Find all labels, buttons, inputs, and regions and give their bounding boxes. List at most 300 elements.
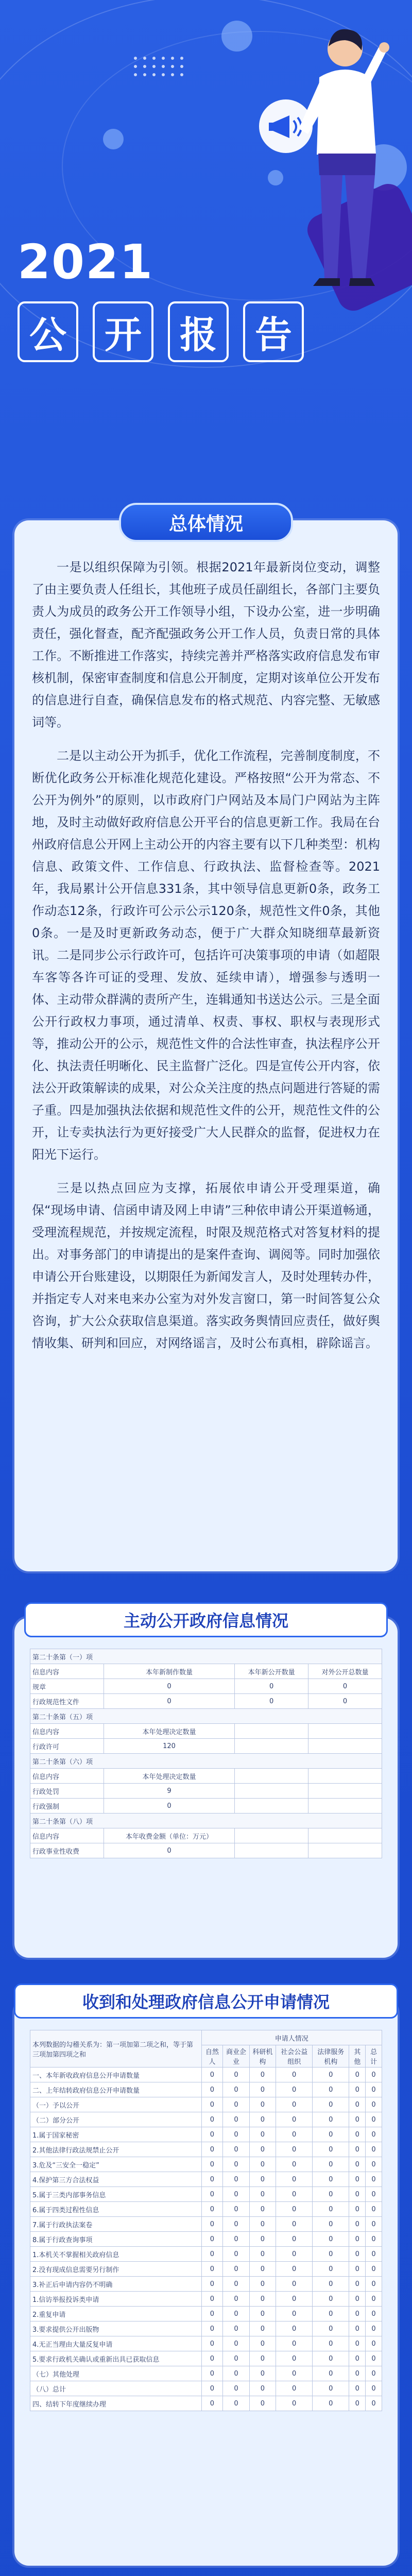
table-cell: 0 <box>223 2262 249 2277</box>
table-row <box>30 2321 382 2336</box>
table-cell: 本年新制作数量 <box>104 1664 234 1679</box>
table-cell: 0 <box>308 1679 382 1694</box>
table-cell: 本年新公开数量 <box>235 1664 308 1679</box>
table-row <box>30 1709 382 1724</box>
table-row <box>30 2366 382 2381</box>
table-cell: 0 <box>366 2112 382 2127</box>
table-cell: 1.属于国家秘密 <box>30 2127 202 2142</box>
table-row <box>30 1679 382 1694</box>
table-cell: 1.本机关不掌握相关政府信息 <box>30 2247 202 2262</box>
table-cell: 0 <box>235 1694 308 1709</box>
table-cell: 0 <box>223 2202 249 2217</box>
table-cell: 0 <box>276 2292 313 2307</box>
table-cell: 0 <box>366 2097 382 2112</box>
table-cell: 0 <box>223 2232 249 2247</box>
table-cell: 0 <box>313 2292 349 2307</box>
table-cell: 0 <box>349 2232 366 2247</box>
table-cell: 0 <box>366 2321 382 2336</box>
table-cell: 0 <box>349 2262 366 2277</box>
table-cell: 0 <box>313 2172 349 2187</box>
table-cell: 5.要求行政机关确认或重新出具已获取信息 <box>30 2351 202 2366</box>
table-cell: 0 <box>366 2307 382 2321</box>
table-cell: 0 <box>366 2172 382 2187</box>
table-cell <box>308 1784 382 1799</box>
table-cell: 4.保护第三方合法权益 <box>30 2172 202 2187</box>
table-cell: 0 <box>366 2381 382 2396</box>
table-cell: 0 <box>313 2307 349 2321</box>
table-cell: 0 <box>276 2351 313 2366</box>
table-cell <box>308 1769 382 1784</box>
table-cell: 9 <box>104 1784 234 1799</box>
table-cell: 0 <box>223 2112 249 2127</box>
table-cell: 0 <box>366 2336 382 2351</box>
table-cell: 0 <box>201 2351 223 2366</box>
table-cell: 0 <box>249 2247 276 2262</box>
table-cell: 0 <box>249 2336 276 2351</box>
table-cell: 3.要求提供公开出版物 <box>30 2321 202 2336</box>
table-cell: 0 <box>366 2262 382 2277</box>
table-cell: 0 <box>349 2202 366 2217</box>
table-header-cell: 其他 <box>349 2045 366 2067</box>
table-cell <box>308 1724 382 1739</box>
table-cell: （八）总计 <box>30 2381 202 2396</box>
table-cell: 0 <box>223 2142 249 2157</box>
hero-banner <box>0 0 412 505</box>
overview-body <box>32 556 380 1366</box>
table-row <box>30 1843 382 1858</box>
table-cell: 本年收费金额（单位：万元） <box>104 1828 234 1843</box>
table-cell: 0 <box>249 2292 276 2307</box>
table-cell: （二）部分公开 <box>30 2112 202 2127</box>
table-cell: 0 <box>249 2082 276 2097</box>
table-cell: 行政强制 <box>30 1799 104 1814</box>
table-cell: 0 <box>249 2067 276 2082</box>
table-cell: 0 <box>366 2187 382 2202</box>
table-cell: 0 <box>201 2232 223 2247</box>
table-cell: 0 <box>276 2396 313 2411</box>
table-cell: 7.属于行政执法案卷 <box>30 2217 202 2232</box>
table-cell: 0 <box>201 2336 223 2351</box>
table-cell: 行政规范性文件 <box>30 1694 104 1709</box>
table-cell: 0 <box>223 2396 249 2411</box>
title-char: 告 <box>243 301 304 362</box>
table-cell: 0 <box>276 2366 313 2381</box>
overview-section <box>14 513 398 1571</box>
table-cell: 0 <box>249 2097 276 2112</box>
table-header-cell: 社会公益组织 <box>276 2045 313 2067</box>
table-cell: 0 <box>235 1679 308 1694</box>
table-cell: 0 <box>201 2217 223 2232</box>
person-illustration <box>288 21 391 289</box>
table-cell: 0 <box>349 2157 366 2172</box>
table-cell: 0 <box>313 2202 349 2217</box>
table-cell: 0 <box>366 2067 382 2082</box>
table-cell: 0 <box>313 2262 349 2277</box>
decorative-bubble <box>221 21 252 52</box>
table-cell: 6.属于四类过程性信息 <box>30 2202 202 2217</box>
table-cell: 0 <box>349 2366 366 2381</box>
table-cell: 0 <box>349 2381 366 2396</box>
table-cell: 0 <box>313 2142 349 2157</box>
table-cell <box>235 1799 308 1814</box>
table-header-row <box>30 2030 382 2045</box>
table-row <box>30 2381 382 2396</box>
table-cell: 0 <box>249 2112 276 2127</box>
table-cell: （七）其他处理 <box>30 2366 202 2381</box>
table-cell: 0 <box>313 2351 349 2366</box>
table-cell: 0 <box>349 2142 366 2157</box>
overview-paragraph: 二是以主动公开为抓手，优化工作流程，完善制度制度，不断优化政务公开标准化规范化建设。严格按照“公开为常态、不公开为例外”的原则，以市政府门户网站及本局门户网站为主阵地，及时主动做好政府信息公开平台的信息更新工作。我局在台州政府信息公开网上主动公开的内容主要有以下几种类型：机构信息、政策文件、工作信息、行政执法、监督检查等。2021年，我局累计公开信息331条，其中领导信息更新0条，政务工作动态12条，行政许可公示公示120条，规范性文件0条，其他0条。一是及时更新政务动态，便于广大群众知晓细草最新资讯。二是同步公示行政许可，包括许可决策事项的申请（如超限车客等各许可证的受理、发放、延续申请），增强参与透明一体、主动带众群满的责所产生，连辑通知书送达公示。三是全面公开行政权力事项，通过清单、权责、事权、职权与表现形式等，推动公开的公示，规范性文件的合法性审查，执法程序公开化、执法责任明晰化、民主监督广泛化。四是宣传公开内容，依法公开政策解读的成果，对公众关注度的热点问题进行答疑的需子重。四是加强执法依据和规范性文件的公开，规范性文件的公开，让专卖执法行为更好接受广大人民群众的监督，促进权力在阳光下运行。 <box>32 749 380 1162</box>
table-cell: 0 <box>366 2396 382 2411</box>
table-cell: 信息内容 <box>30 1724 104 1739</box>
table-cell <box>235 1724 308 1739</box>
table-row <box>30 2157 382 2172</box>
report-year: 2021 <box>18 234 154 290</box>
table-section-cell: 第二十条第（五）项 <box>30 1709 382 1724</box>
table-cell: 0 <box>249 2307 276 2321</box>
table-cell: 0 <box>276 2262 313 2277</box>
table-section-cell: 第二十条第（一）项 <box>30 1649 382 1664</box>
table-row <box>30 2112 382 2127</box>
table-cell: 0 <box>276 2127 313 2142</box>
table-header-cell: 科研机构 <box>249 2045 276 2067</box>
table-cell: 对外公开总数量 <box>308 1664 382 1679</box>
table-cell: 0 <box>349 2172 366 2187</box>
table-cell <box>235 1784 308 1799</box>
table-cell: 0 <box>366 2217 382 2232</box>
table-cell: 0 <box>223 2082 249 2097</box>
table-cell: 0 <box>276 2097 313 2112</box>
table-cell: 0 <box>249 2172 276 2187</box>
table-cell: 0 <box>366 2247 382 2262</box>
section-title: 收到和处理政府信息公开申请情况 <box>14 1984 398 2019</box>
table-cell: 0 <box>104 1694 234 1709</box>
table-cell: 0 <box>201 2321 223 2336</box>
table-row <box>30 2396 382 2411</box>
table-cell: 0 <box>249 2187 276 2202</box>
table-row <box>30 2187 382 2202</box>
table-cell: 0 <box>249 2217 276 2232</box>
table-cell: 行政许可 <box>30 1739 104 1754</box>
table-cell: 0 <box>201 2082 223 2097</box>
table-row <box>30 2217 382 2232</box>
table-cell: 3.补正后申请内容仍不明确 <box>30 2277 202 2292</box>
table-cell: 5.属于三类内部事务信息 <box>30 2187 202 2202</box>
table-row <box>30 2277 382 2292</box>
table-cell <box>235 1828 308 1843</box>
table-cell: 0 <box>223 2321 249 2336</box>
table-cell: 0 <box>349 2112 366 2127</box>
table-cell: 0 <box>223 2292 249 2307</box>
table-cell: 0 <box>313 2067 349 2082</box>
table-cell: 一、本年新收政府信息公开申请数量 <box>30 2067 202 2082</box>
table-cell: 0 <box>223 2336 249 2351</box>
table-cell: 0 <box>349 2187 366 2202</box>
title-char: 公 <box>18 301 78 362</box>
table-cell: 2.重复申请 <box>30 2307 202 2321</box>
requests-table <box>30 2030 382 2411</box>
table-row <box>30 2127 382 2142</box>
table-cell: 0 <box>201 2262 223 2277</box>
table-cell: 0 <box>313 2187 349 2202</box>
table-row <box>30 1784 382 1799</box>
table-cell: 0 <box>276 2217 313 2232</box>
table-cell: 0 <box>223 2381 249 2396</box>
table-section-cell: 第二十条第（六）项 <box>30 1754 382 1769</box>
table-cell: 8.属于行政查询事项 <box>30 2232 202 2247</box>
table-row <box>30 1754 382 1769</box>
table-cell: 0 <box>276 2247 313 2262</box>
table-cell: 0 <box>276 2067 313 2082</box>
table-cell: 0 <box>223 2157 249 2172</box>
table-row <box>30 2247 382 2262</box>
table-row <box>30 2142 382 2157</box>
table-cell: 0 <box>349 2292 366 2307</box>
requests-table-wrap <box>30 2030 382 2411</box>
table-cell: 0 <box>349 2396 366 2411</box>
table-cell: 0 <box>201 2172 223 2187</box>
table-cell: 0 <box>276 2082 313 2097</box>
table-cell: 0 <box>349 2351 366 2366</box>
table-header-cell: 本列数据的勾稽关系为：第一项加第二项之和，等于第三项加第四项之和 <box>30 2030 202 2067</box>
table-cell: 0 <box>201 2396 223 2411</box>
table-cell: 0 <box>201 2142 223 2157</box>
table-row <box>30 1828 382 1843</box>
table-cell: 0 <box>201 2187 223 2202</box>
table-cell: 0 <box>313 2277 349 2292</box>
table-cell: 0 <box>366 2277 382 2292</box>
table-cell: 0 <box>308 1694 382 1709</box>
section-title: 主动公开政府信息情况 <box>24 1602 388 1637</box>
table-cell: 0 <box>201 2157 223 2172</box>
table-cell: 0 <box>249 2277 276 2292</box>
active-disclosure-table <box>30 1649 382 1858</box>
table-row <box>30 1769 382 1784</box>
table-cell: 0 <box>104 1679 234 1694</box>
table-cell: 0 <box>223 2217 249 2232</box>
table-row <box>30 2307 382 2321</box>
decorative-dots <box>134 57 184 76</box>
table-cell: 0 <box>349 2082 366 2097</box>
decorative-bubble <box>103 129 124 149</box>
table-cell: 四、结转下年度继续办理 <box>30 2396 202 2411</box>
table-row <box>30 1799 382 1814</box>
table-row <box>30 2097 382 2112</box>
table-cell: 0 <box>366 2351 382 2366</box>
table-cell: 0 <box>249 2157 276 2172</box>
table-cell: 0 <box>276 2187 313 2202</box>
overview-paragraph: 三是以热点回应为支撑，拓展依申请公开受理渠道，确保“现场申请、信函申请及网上申请”三种依申请公开渠道畅通，受理流程规范，并按规定流程，时限及规范格式对答复材料的提出。对事务部门的申请提出的是案件查询、调阅等。同时加强依申请公开台账建设，以期限任为新闻发言人，及时处理转办件，并指定专人对来电来办公室为对外发言窗口，第一时间答复公众咨询，扩大公众获取信息渠道。落实政务舆情回应责任，做好舆情收集、研判和回应，对网络谣言，及时公布真相，辟除谣言。 <box>32 1181 380 1350</box>
table-cell: 0 <box>223 2172 249 2187</box>
table-cell <box>308 1843 382 1858</box>
table-cell: 0 <box>249 2351 276 2366</box>
table-cell: 0 <box>313 2157 349 2172</box>
table-cell: 0 <box>249 2396 276 2411</box>
table-cell: 0 <box>201 2097 223 2112</box>
table-cell: 0 <box>223 2277 249 2292</box>
table-cell: 0 <box>249 2366 276 2381</box>
table-row <box>30 2336 382 2351</box>
table-cell: 0 <box>313 2247 349 2262</box>
table-row <box>30 2067 382 2082</box>
table-cell: 本年处理决定数量 <box>104 1724 234 1739</box>
table-row <box>30 2292 382 2307</box>
table-cell: 0 <box>249 2127 276 2142</box>
table-cell: 0 <box>366 2366 382 2381</box>
table-cell: 0 <box>313 2232 349 2247</box>
table-cell: 0 <box>223 2307 249 2321</box>
overview-paragraph: 一是以组织保障为引领。根据2021年最新岗位变动，调整了由主要负责人任组长，其他班子成员任副组长，各部门主要负责人为成员的政务公开工作领导小组，下设办公室，进一步明确责任，强化督查，配齐配强政务公开工作人员，负责日常的具体工作。不断推进工作落实，持续完善并严格落实政府信息发布审核机制，保密审查制度和信息公开制度，定期对该单位公开发布的信息进行自查，确保信息发布的格式规范、内容完整、无敏感词等。 <box>32 560 380 730</box>
title-char: 报 <box>168 301 229 362</box>
table-cell: 0 <box>223 2366 249 2381</box>
table-cell: 信息内容 <box>30 1769 104 1784</box>
table-cell: 2.没有现成信息需要另行制作 <box>30 2262 202 2277</box>
table-cell: 0 <box>276 2336 313 2351</box>
table-cell <box>308 1739 382 1754</box>
table-cell: 0 <box>201 2067 223 2082</box>
table-cell: 0 <box>313 2217 349 2232</box>
table-header-cell: 法律服务机构 <box>313 2045 349 2067</box>
table-cell: 0 <box>313 2366 349 2381</box>
section-title: 总体情况 <box>119 503 293 542</box>
table-cell: 0 <box>223 2187 249 2202</box>
active-disclosure-section <box>14 1611 398 1958</box>
table-row <box>30 2172 382 2187</box>
table-cell: 0 <box>349 2097 366 2112</box>
table-cell: 0 <box>276 2202 313 2217</box>
table-row <box>30 1739 382 1754</box>
table-cell: 0 <box>366 2082 382 2097</box>
table-cell: 0 <box>223 2127 249 2142</box>
table-cell: 0 <box>201 2292 223 2307</box>
report-title <box>18 301 304 362</box>
table-cell: 0 <box>201 2307 223 2321</box>
table-cell: 0 <box>249 2381 276 2396</box>
table-row <box>30 1724 382 1739</box>
table-row <box>30 1814 382 1828</box>
table-cell: 信息内容 <box>30 1664 104 1679</box>
table-cell: 0 <box>201 2202 223 2217</box>
table-cell: 0 <box>313 2127 349 2142</box>
table-row <box>30 2232 382 2247</box>
table-row <box>30 2082 382 2097</box>
table-cell: 0 <box>104 1843 234 1858</box>
table-cell: 0 <box>366 2292 382 2307</box>
decorative-bubble <box>268 170 283 185</box>
table-cell: 0 <box>223 2247 249 2262</box>
title-char: 开 <box>93 301 153 362</box>
table-row <box>30 1664 382 1679</box>
table-cell: 0 <box>201 2127 223 2142</box>
table-cell: 0 <box>313 2381 349 2396</box>
table-cell: 0 <box>276 2232 313 2247</box>
table-header-cell: 商业企业 <box>223 2045 249 2067</box>
table-cell: 0 <box>349 2067 366 2082</box>
table-cell: 0 <box>223 2067 249 2082</box>
table-cell: 0 <box>313 2112 349 2127</box>
table-cell: 0 <box>249 2202 276 2217</box>
table-cell: 2.其他法律行政法规禁止公开 <box>30 2142 202 2157</box>
table-cell: 0 <box>249 2142 276 2157</box>
table-cell: 0 <box>201 2381 223 2396</box>
table-cell: 0 <box>249 2262 276 2277</box>
table-cell: 0 <box>249 2321 276 2336</box>
table-row <box>30 2202 382 2217</box>
table-cell <box>235 1739 308 1754</box>
table-cell: 0 <box>366 2142 382 2157</box>
table-cell: 0 <box>201 2112 223 2127</box>
requests-section <box>14 1992 398 2566</box>
table-cell: 本年处理决定数量 <box>104 1769 234 1784</box>
table-header-cell: 自然人 <box>201 2045 223 2067</box>
table-section-cell: 第二十条第（八）项 <box>30 1814 382 1828</box>
table-cell: 0 <box>201 2277 223 2292</box>
table-cell: 0 <box>366 2127 382 2142</box>
table-cell <box>308 1828 382 1843</box>
table-cell: 二、上年结转政府信息公开申请数量 <box>30 2082 202 2097</box>
table-row <box>30 2262 382 2277</box>
table-header-cell: 申请人情况 <box>201 2030 382 2045</box>
table-cell: 0 <box>201 2366 223 2381</box>
table-cell <box>308 1799 382 1814</box>
table-row <box>30 1649 382 1664</box>
table-row <box>30 2351 382 2366</box>
table-cell: 0 <box>276 2157 313 2172</box>
table-cell: 0 <box>366 2232 382 2247</box>
table-cell: 规章 <box>30 1679 104 1694</box>
table-cell: 4.无正当理由大量反复申请 <box>30 2336 202 2351</box>
table-cell: 0 <box>366 2202 382 2217</box>
table-row <box>30 1694 382 1709</box>
table-cell: 0 <box>313 2396 349 2411</box>
table-cell: 0 <box>313 2336 349 2351</box>
table-cell: 0 <box>349 2336 366 2351</box>
table-cell: 0 <box>313 2082 349 2097</box>
table-cell: 0 <box>223 2097 249 2112</box>
table-cell: 0 <box>104 1799 234 1814</box>
active-disclosure-table-wrap <box>30 1649 382 1858</box>
table-cell: 0 <box>223 2351 249 2366</box>
table-header-cell: 总计 <box>366 2045 382 2067</box>
table-cell: 0 <box>276 2142 313 2157</box>
table-cell <box>235 1843 308 1858</box>
table-cell: 0 <box>276 2277 313 2292</box>
table-cell: 0 <box>349 2307 366 2321</box>
table-cell: 信息内容 <box>30 1828 104 1843</box>
table-cell <box>235 1769 308 1784</box>
table-cell: 0 <box>276 2321 313 2336</box>
table-cell: （一）予以公开 <box>30 2097 202 2112</box>
table-cell: 0 <box>349 2217 366 2232</box>
table-cell: 0 <box>276 2381 313 2396</box>
table-cell: 3.危及“三安全一稳定” <box>30 2157 202 2172</box>
table-cell: 0 <box>349 2321 366 2336</box>
table-cell: 0 <box>349 2277 366 2292</box>
table-cell: 0 <box>276 2172 313 2187</box>
table-cell: 0 <box>201 2247 223 2262</box>
table-cell: 0 <box>349 2247 366 2262</box>
table-cell: 0 <box>366 2157 382 2172</box>
table-cell: 0 <box>276 2112 313 2127</box>
table-cell: 行政处罚 <box>30 1784 104 1799</box>
table-cell: 0 <box>276 2307 313 2321</box>
table-cell: 120 <box>104 1739 234 1754</box>
table-cell: 行政事业性收费 <box>30 1843 104 1858</box>
table-cell: 0 <box>313 2321 349 2336</box>
table-cell: 0 <box>349 2127 366 2142</box>
table-cell: 0 <box>313 2097 349 2112</box>
table-cell: 1.信访举报投诉类申请 <box>30 2292 202 2307</box>
